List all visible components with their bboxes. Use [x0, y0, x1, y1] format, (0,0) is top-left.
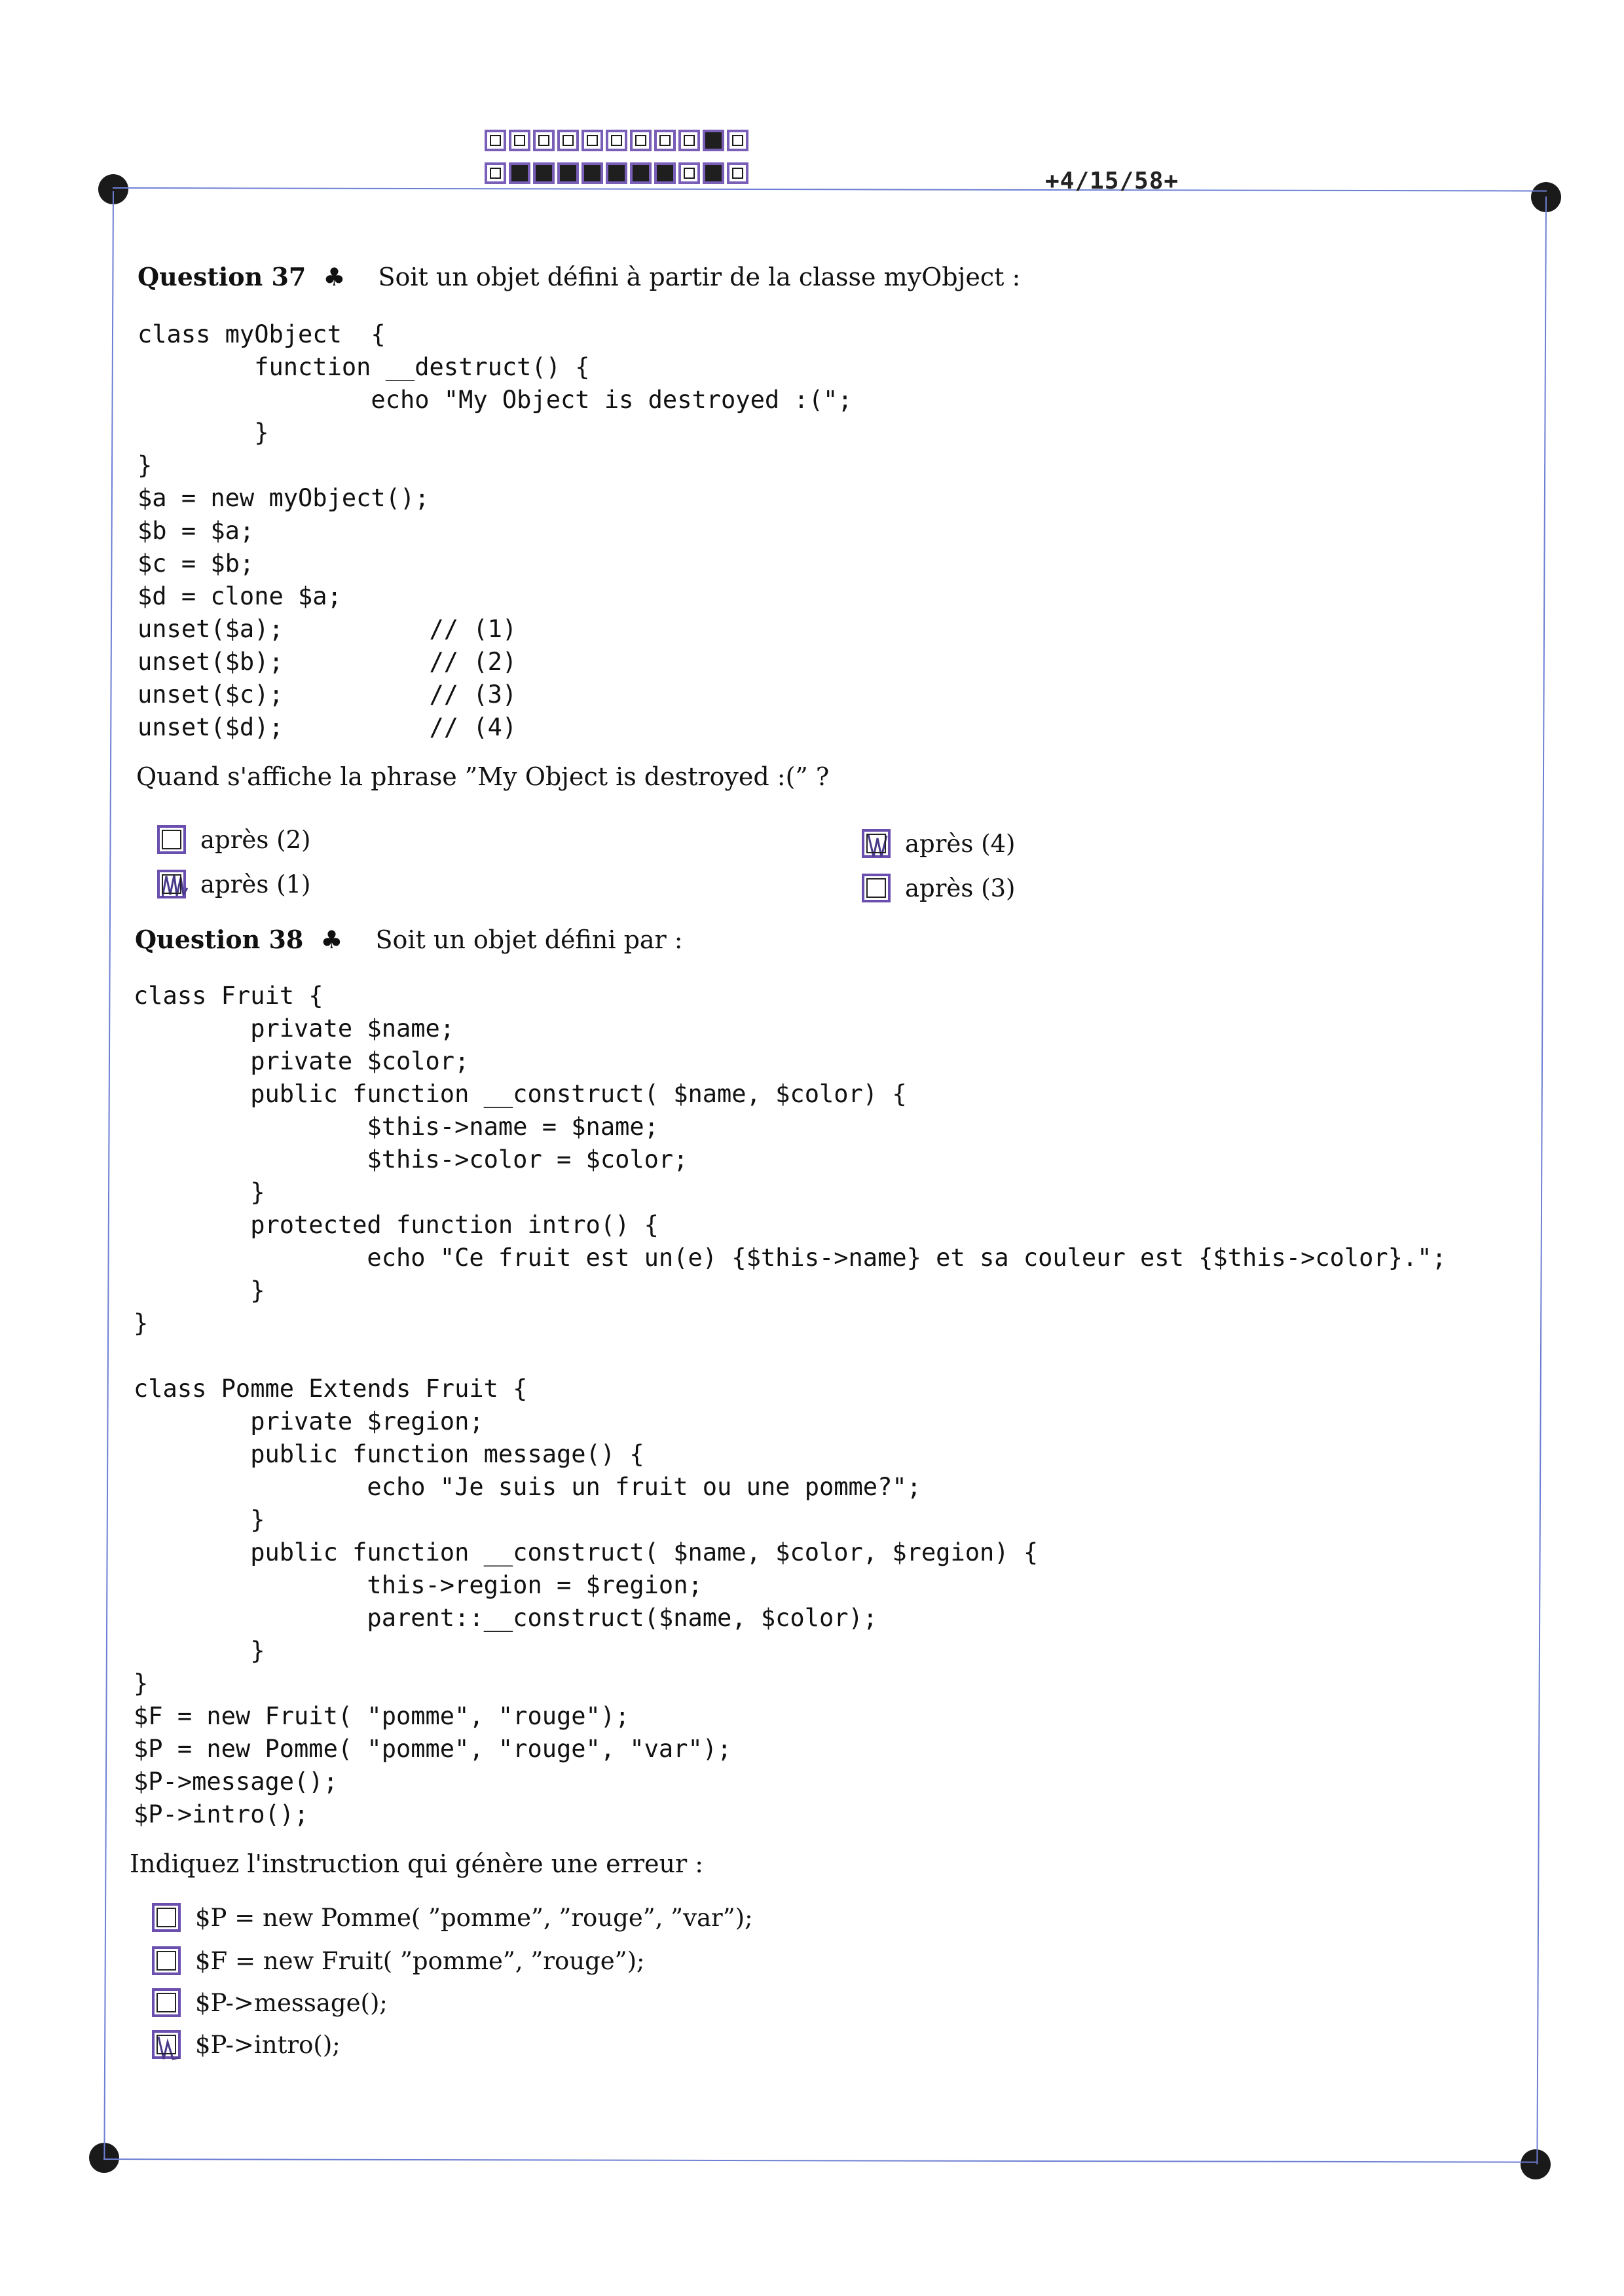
barcode-cell-filled	[703, 162, 724, 184]
page-identifier: +4/15/58+	[1045, 168, 1179, 194]
frame-line-bottom	[103, 2158, 1538, 2163]
frame-line-right	[1536, 196, 1547, 2164]
barcode-row-1	[485, 130, 748, 151]
barcode-cell-empty	[630, 130, 652, 151]
question-statement: Soit un objet défini par :	[375, 925, 683, 954]
club-icon: ♣	[320, 925, 343, 954]
frame-line-top	[113, 187, 1547, 192]
barcode-cell-empty	[485, 130, 506, 151]
question-number: Question 38	[135, 925, 304, 954]
question-38-prompt: Indiquez l'instruction qui génère une erreur :	[130, 1849, 704, 1878]
barcode-cell-empty	[727, 130, 748, 151]
barcode-cell-filled	[654, 162, 676, 184]
option-label: $F = new Fruit( ”pomme”, ”rouge”);	[195, 1946, 645, 1975]
pen-mark-icon	[862, 828, 896, 863]
barcode-cell-filled	[703, 130, 724, 151]
option-label: $P = new Pomme( ”pomme”, ”rouge”, ”var”);	[195, 1903, 753, 1932]
frame-line-left	[103, 191, 114, 2159]
option-label: $P->message();	[195, 1988, 388, 2017]
registration-mark-bottom-right	[1521, 2149, 1551, 2179]
barcode-cell-filled	[533, 162, 555, 184]
option-label: après (2)	[200, 825, 311, 854]
question-37-prompt: Quand s'affiche la phrase ”My Object is destroyed :(” ?	[136, 762, 830, 791]
barcode-cell-empty	[557, 130, 579, 151]
barcode-cell-empty	[533, 130, 555, 151]
barcode-cell-empty	[606, 130, 627, 151]
option-label: après (4)	[905, 829, 1016, 858]
checkbox-checked[interactable]	[152, 2030, 181, 2059]
barcode-cell-empty	[678, 162, 700, 184]
answer-option[interactable]	[152, 1988, 388, 2017]
answer-option[interactable]	[152, 1946, 644, 1975]
barcode-cell-filled	[557, 162, 579, 184]
pen-mark-icon	[152, 2029, 186, 2064]
checkbox-checked[interactable]	[862, 829, 891, 858]
question-37-header	[138, 262, 1020, 291]
barcode-cell-empty	[509, 130, 530, 151]
question-statement: Soit un objet défini à partir de la classe myObject :	[378, 263, 1021, 291]
barcode-cell-empty	[581, 130, 603, 151]
answer-option[interactable]	[157, 825, 311, 854]
barcode-cell-filled	[606, 162, 627, 184]
question-38-header	[135, 925, 683, 954]
answer-option[interactable]	[157, 870, 311, 898]
barcode-cell-filled	[581, 162, 603, 184]
answer-option[interactable]	[862, 829, 1016, 858]
question-number: Question 37	[138, 262, 306, 291]
barcode-cell-empty	[727, 162, 748, 184]
option-label: $P->intro();	[195, 2030, 341, 2059]
checkbox[interactable]	[152, 1946, 181, 1975]
pen-mark-icon	[157, 868, 191, 904]
barcode-cell-empty	[678, 130, 700, 151]
answer-option[interactable]	[152, 2030, 341, 2059]
checkbox[interactable]	[157, 825, 186, 854]
answer-option[interactable]	[862, 874, 1016, 902]
barcode-row-2	[485, 162, 748, 184]
barcode-cell-filled	[630, 162, 652, 184]
option-label: après (3)	[905, 874, 1016, 902]
answer-option[interactable]	[152, 1903, 753, 1932]
checkbox[interactable]	[862, 874, 891, 902]
question-38-code: class Fruit { private $name; private $color; public function __construct( $name, $color) { $this->name = $name; $this->color = $color; } protected function intro() { echo "Ce fruit est un(e) {$this->name} et sa couleur est {$this->color}."; } } class Pomme Extends Fruit { private $region; public function message() { echo "Je suis un fruit ou une pomme?"; } public function __construct( $name, $color, $region) { this->region = $region; parent::__construct($name, $color); } } $F = new Fruit( "pomme", "rouge"); $P = new Pomme( "pomme", "rouge", "var"); $P->message(); $P->intro();	[134, 982, 1447, 1828]
question-37-code: class myObject { function __destruct() { echo "My Object is destroyed :("; } } $a = new myObject(); $b = $a; $c = $b; $d = clone $a; unset($a); // (1) unset($b); // (2) unset($c); // (3) unset($d); // (4)	[138, 320, 853, 741]
checkbox[interactable]	[152, 1988, 181, 2017]
barcode-cell-filled	[509, 162, 530, 184]
barcode-cell-empty	[485, 162, 506, 184]
barcode-cell-empty	[654, 130, 676, 151]
option-label: après (1)	[200, 870, 311, 898]
club-icon: ♣	[323, 263, 346, 291]
checkbox-checked[interactable]	[157, 870, 186, 898]
checkbox[interactable]	[152, 1903, 181, 1932]
